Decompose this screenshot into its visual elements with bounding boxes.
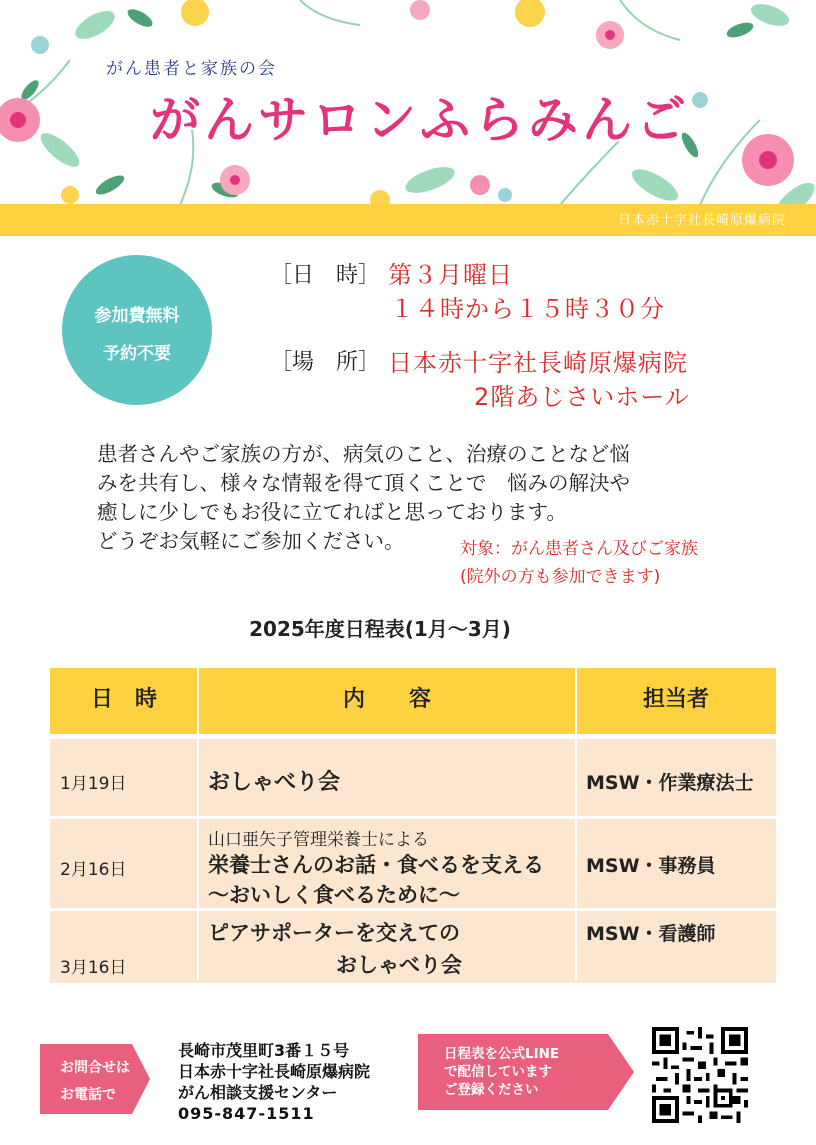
header-content: 内 容 xyxy=(342,687,431,712)
row-person: MSW・作業療法士 xyxy=(586,772,754,794)
qr-code-icon[interactable] xyxy=(652,1027,748,1123)
row-date: 1月19日 xyxy=(60,774,127,794)
badge-free-label: 参加費無料 xyxy=(94,306,180,326)
place-value-2: 2階あじさいホール xyxy=(474,383,690,411)
target-line-1: 対象：がん患者さん及びご家族 xyxy=(460,539,698,559)
badge-no-reservation-label: 予約不要 xyxy=(103,344,171,364)
contact-label-2: お電話で xyxy=(60,1087,116,1103)
description-line: みを共有し、様々な情報を得て頂くことで 悩みの解決や xyxy=(97,471,630,495)
description-line: どうぞお気軽にご参加ください。 xyxy=(97,529,405,553)
description-line: 患者さんやご家族の方が、病気のこと、治療のことなど悩 xyxy=(97,442,630,466)
contact-address xyxy=(178,1040,370,1124)
row-content-main-2: ～おいしく食べるために～ xyxy=(208,883,460,907)
target-audience xyxy=(460,535,698,591)
column-divider xyxy=(575,668,577,980)
row-person: MSW・事務員 xyxy=(586,855,716,877)
table-row xyxy=(50,908,776,983)
target-line-2: (院外の方も参加できます) xyxy=(460,567,661,587)
row-content-main: 栄養士さんのお話・食べるを支える xyxy=(208,853,544,877)
header-date: 日 時 xyxy=(90,687,157,712)
header-person: 担当者 xyxy=(642,687,709,712)
phone-number: 095-847-1511 xyxy=(178,1104,315,1123)
row-content-main-2: おしゃべり会 xyxy=(336,953,462,977)
row-date: 2月16日 xyxy=(60,860,127,880)
place-label: ［場 所］ xyxy=(270,350,381,375)
line-notice-2: で配信しています xyxy=(444,1064,552,1080)
hospital-tag: 日本赤十字社長崎原爆病院 xyxy=(617,213,786,228)
row-content-sub: 山口亜矢子管理栄養士による xyxy=(208,830,429,850)
schedule-title: 2025年度日程表(1月～3月) xyxy=(249,617,511,641)
line-notice-3: ご登録ください xyxy=(444,1082,539,1098)
contact-label-1: お問合せは xyxy=(60,1060,130,1076)
table-row xyxy=(50,736,776,819)
organization-subtitle: がん患者と家族の会 xyxy=(106,59,277,79)
line-notice-1: 日程表を公式LINE xyxy=(444,1046,560,1062)
free-badge xyxy=(62,255,212,405)
line-notice xyxy=(444,1045,559,1099)
schedule-table xyxy=(50,668,776,982)
row-person: MSW・看護師 xyxy=(586,923,716,945)
row-content-main: おしゃべり会 xyxy=(208,770,341,795)
column-divider xyxy=(197,668,199,980)
datetime-value-2: １４時から１５時３０分 xyxy=(390,295,665,323)
datetime-label: ［日 時］ xyxy=(270,263,381,288)
address-line-1: 長崎市茂里町3番１５号 xyxy=(178,1041,350,1060)
address-line-2: 日本赤十字社長崎原爆病院 xyxy=(178,1062,371,1081)
table-header xyxy=(50,668,776,734)
row-date: 3月16日 xyxy=(60,958,127,978)
datetime-value-1: 第３月曜日 xyxy=(388,261,513,289)
row-content-main: ピアサポーターを交えての xyxy=(208,921,460,945)
table-row xyxy=(50,816,776,911)
address-line-3: がん相談支援センター xyxy=(178,1083,338,1102)
description-line: 癒しに少しでもお役に立てればと思っております。 xyxy=(97,500,567,524)
page-title: がんサロンふらみんご xyxy=(150,91,690,149)
place-value-1: 日本赤十字社長崎原爆病院 xyxy=(388,349,688,377)
